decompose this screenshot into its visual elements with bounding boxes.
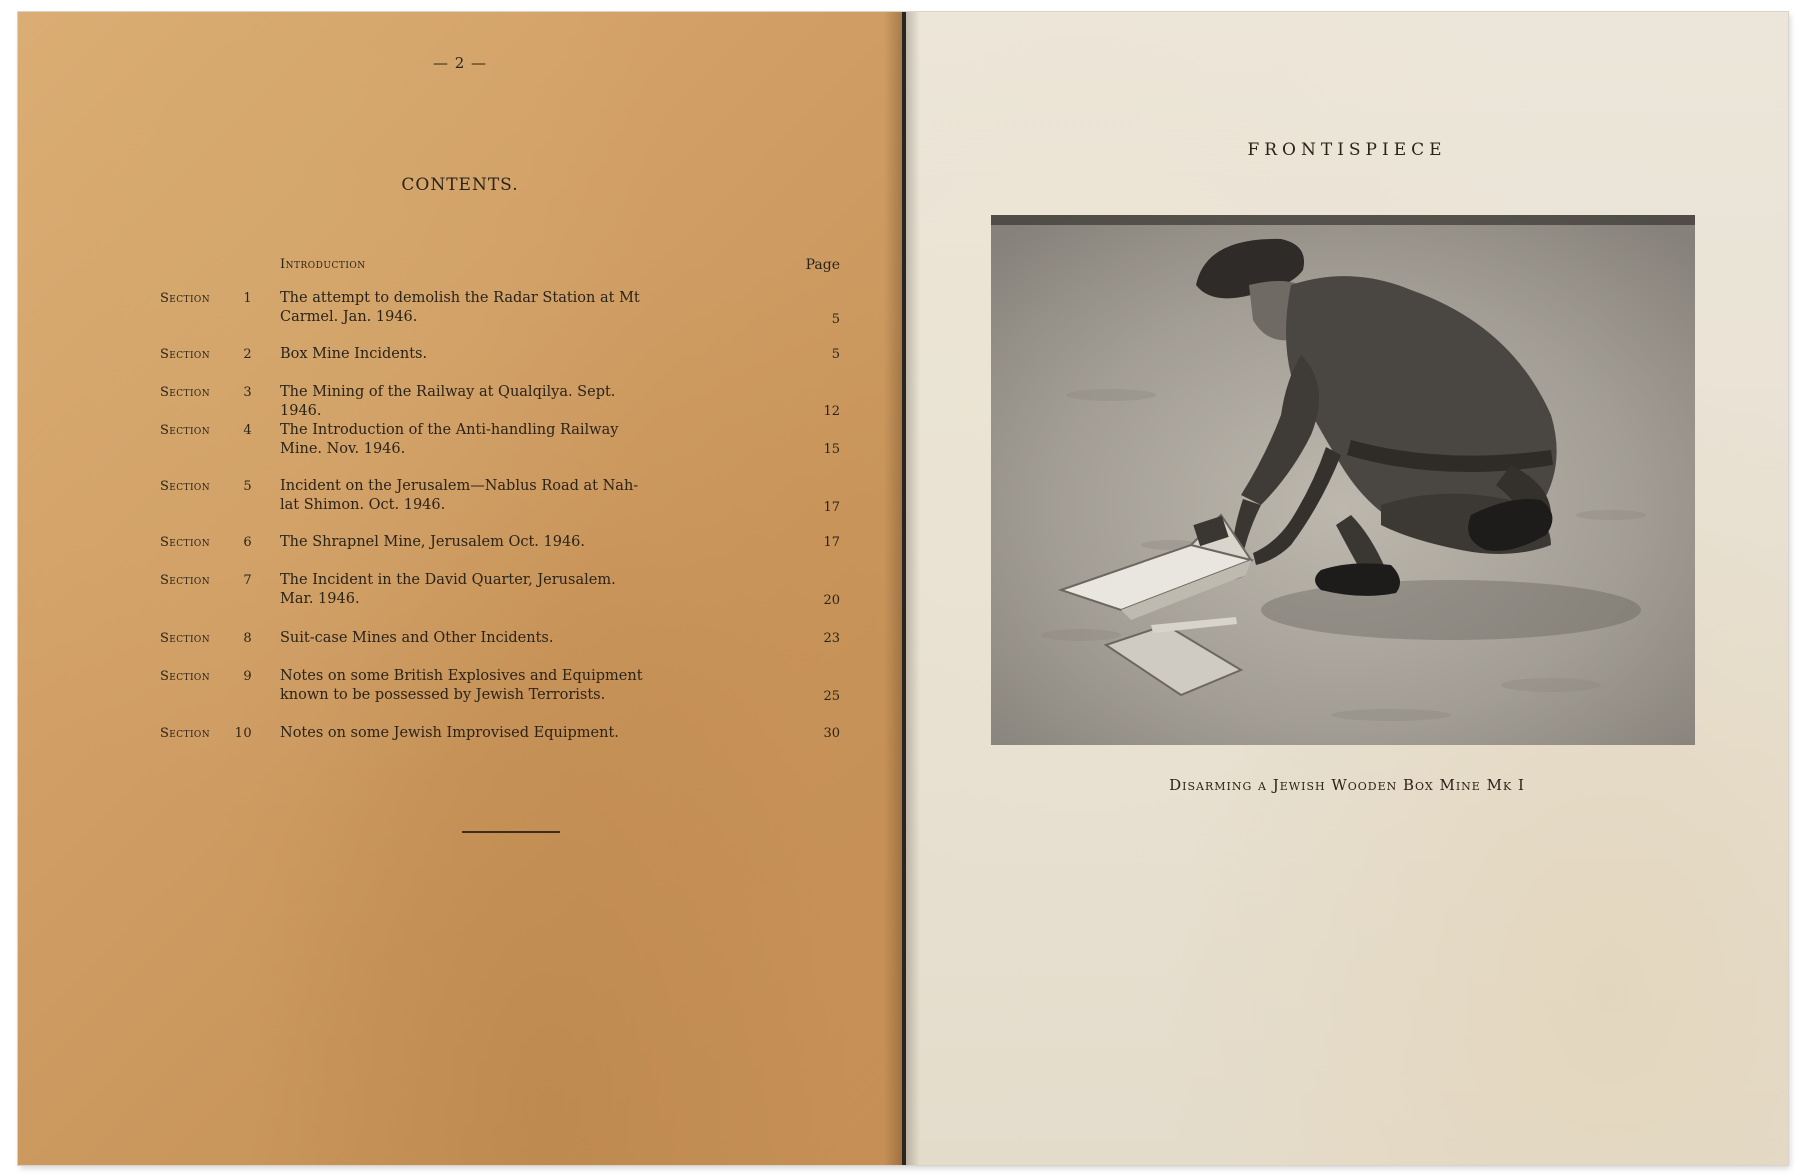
- toc-section-number: 7: [243, 573, 252, 588]
- end-rule-divider: [462, 831, 560, 833]
- toc-page-number: 17: [823, 500, 840, 515]
- introduction-label: Introduction: [280, 257, 366, 272]
- frontispiece-photo: [991, 215, 1695, 745]
- toc-section-label: Section 8: [160, 631, 252, 646]
- toc-section-label: Section 2: [160, 347, 252, 362]
- toc-entry: [160, 289, 840, 329]
- toc-section-label: Section 9: [160, 669, 252, 684]
- toc-entry: [160, 724, 840, 744]
- toc-section-number: 2: [243, 347, 252, 362]
- contents-heading: CONTENTS.: [401, 175, 519, 195]
- toc-entry-title: Box Mine Incidents.: [280, 346, 428, 362]
- toc-page-number: 23: [823, 631, 840, 646]
- toc-section-number: 9: [243, 669, 252, 684]
- toc-entry-title: The Shrapnel Mine, Jerusalem Oct. 1946.: [280, 534, 586, 550]
- toc-section-label: Section 7: [160, 573, 252, 588]
- toc-section-number: 4: [243, 423, 252, 438]
- toc-entry: [160, 345, 840, 365]
- frontispiece-heading: FRONTISPIECE: [1247, 140, 1447, 160]
- toc-entry: [160, 421, 840, 461]
- photo-caption: Disarming a Jewish Wooden Box Mine Mk I: [1169, 776, 1525, 794]
- toc-page-number: 12: [823, 404, 840, 419]
- toc-page-number: 17: [823, 535, 840, 550]
- toc-entry: [160, 629, 840, 649]
- toc-header-row: [280, 257, 840, 277]
- toc-section-label: Section 6: [160, 535, 252, 550]
- page-number: — 2 —: [432, 54, 488, 72]
- toc-section-label: Section 1: [160, 291, 252, 306]
- soldier-disarming-mine-illustration: [991, 215, 1695, 745]
- toc-page-number: 5: [831, 312, 840, 327]
- toc-entry-title: Notes on some British Explosives and Equipment known to be possessed by Jewish Terrorists.: [280, 668, 643, 703]
- toc-page-number: 30: [823, 726, 840, 741]
- toc-entry-title: The Incident in the David Quarter, Jerusalem. Mar. 1946.: [280, 572, 616, 607]
- toc-page-number: 5: [831, 347, 840, 362]
- toc-section-label: Section 3: [160, 385, 252, 400]
- page-column-header: Page: [805, 257, 840, 273]
- toc-entry: [160, 533, 840, 553]
- toc-page-number: 25: [823, 689, 840, 704]
- toc-entry: [160, 383, 840, 423]
- toc-page-number: 15: [823, 442, 840, 457]
- toc-entry: [160, 477, 840, 517]
- toc-section-number: 1: [243, 291, 252, 306]
- book-spread: [18, 12, 1788, 1165]
- toc-entry-title: The Mining of the Railway at Qualqilya. Sept. 1946.: [280, 384, 616, 419]
- toc-entry-title: The Introduction of the Anti-handling Railway Mine. Nov. 1946.: [280, 422, 619, 457]
- toc-entry: [160, 667, 840, 707]
- toc-section-label: Section 10: [160, 726, 252, 741]
- toc-section-number: 8: [243, 631, 252, 646]
- toc-section-number: 3: [243, 385, 252, 400]
- toc-section-label: Section 5: [160, 479, 252, 494]
- toc-entry-title: Incident on the Jerusalem—Nablus Road at Nah- lat Shimon. Oct. 1946.: [280, 478, 639, 513]
- toc-entry-title: Suit-case Mines and Other Incidents.: [280, 630, 554, 646]
- toc-entry-title: The attempt to demolish the Radar Station at Mt Carmel. Jan. 1946.: [280, 290, 640, 325]
- toc-section-number: 5: [243, 479, 252, 494]
- toc-entry: [160, 571, 840, 611]
- toc-section-number: 10: [234, 726, 252, 741]
- toc-page-number: 20: [823, 593, 840, 608]
- toc-section-label: Section 4: [160, 423, 252, 438]
- contents-page: [18, 12, 902, 1165]
- toc-entry-title: Notes on some Jewish Improvised Equipment.: [280, 725, 619, 741]
- toc-section-number: 6: [243, 535, 252, 550]
- frontispiece-page: [906, 12, 1788, 1165]
